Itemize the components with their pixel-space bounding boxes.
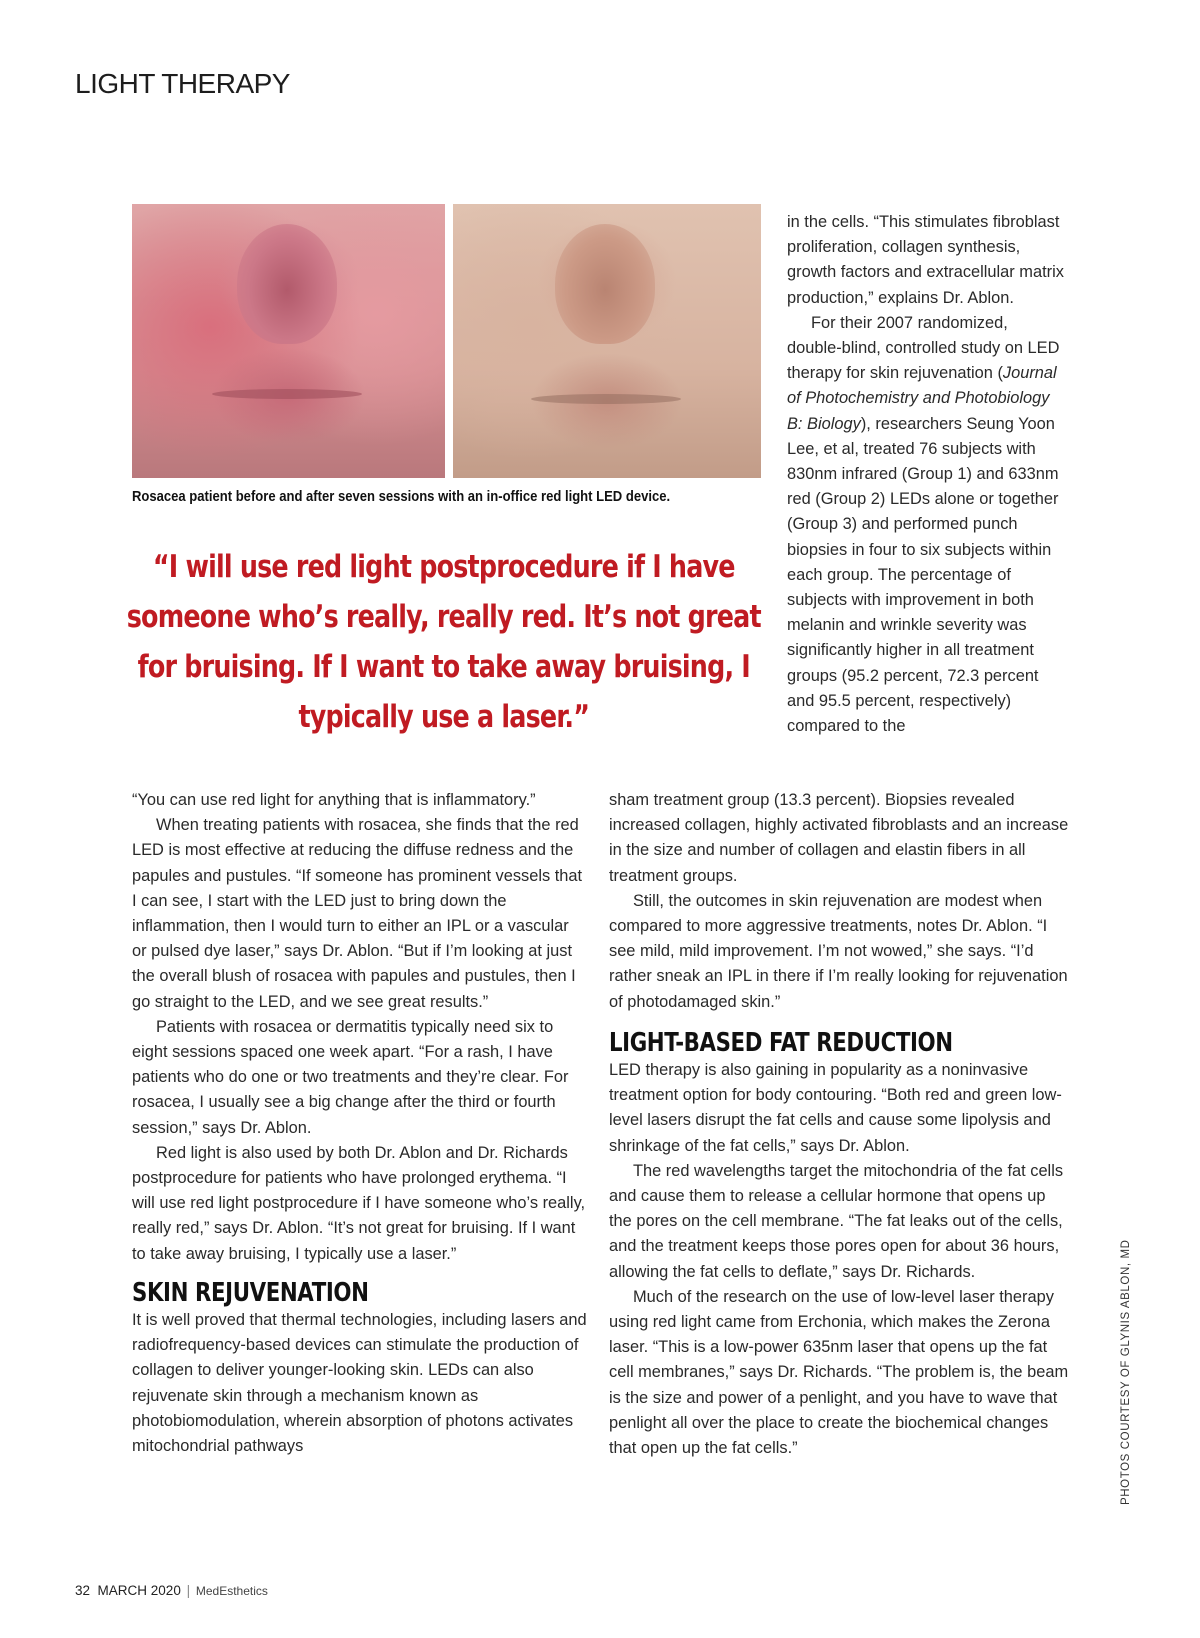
page-number: 32: [75, 1583, 91, 1598]
section-label: LIGHT THERAPY: [75, 68, 290, 99]
paragraph-text: ), researchers Seung Yoon Lee, et al, treated 76 subjects with 830nm infrared (Group 1) and 633nm red (Group 2) LEDs alone or together (Group 3) and performed punch biopsies in four to six subjects within each group. The percentage of subjects with improvement in both melanin and wrinkle severity was significantly higher in all treatment groups (95.2 percent, 72.3 percent and 95.5 percent, respectively) compared to the: [787, 414, 1059, 736]
pull-quote: [124, 542, 764, 742]
paragraph: The red wavelengths target the mitochondria of the fat cells and cause them to release a cellular hormone that opens up the pores on the cell membrane. “The fat leaks out of the cells, and the treatment keeps those pores open for about 36 hours, allowing the fat cells to deflate,” says Dr. Richards.: [609, 1161, 1064, 1281]
mouth-shape: [212, 389, 362, 399]
paragraph: Red light is also used by both Dr. Ablon and Dr. Richards postprocedure for patients who have prolonged erythema. “I will use red light postprocedure if I have someone who’s really, really red,” says Dr. Ablon. “It’s not great for bruising. If I want to take away bruising, I typically use a laser.”: [132, 1143, 586, 1263]
paragraph: sham treatment group (13.3 percent). Biopsies revealed increased collagen, highly activated fibroblasts and an increase in the size and number of collagen and elastin fibers in all treatment groups.: [609, 791, 1069, 885]
section-heading: LIGHT-BASED FAT REDUCTION: [609, 1027, 953, 1058]
column-right: [609, 788, 1069, 1461]
page-footer: [75, 1583, 268, 1598]
footer-separator: |: [186, 1583, 191, 1598]
magazine-name: MedEsthetics: [195, 1584, 268, 1598]
paragraph-text: For their 2007 randomized, double-blind, controlled study on LED therapy for skin rejuvenation (: [787, 313, 1060, 383]
paragraph: Patients with rosacea or dermatitis typically need six to eight sessions spaced one week apart. “For a rash, I have patients who do one or two treatments and they’re clear. For rosacea, I usually see a big change after the third or fourth session,” says Dr. Ablon.: [132, 1017, 569, 1137]
paragraph: LED therapy is also gaining in popularity as a noninvasive treatment option for body contouring. “Both red and green low-level lasers disrupt the fat cells and cause some lipolysis and shrinkage of the fat cells,” says Dr. Ablon.: [609, 1061, 1062, 1155]
paragraph: Still, the outcomes in skin rejuvenation are modest when compared to more aggressive treatments, notes Dr. Ablon. “I see mild, mild improvement. I’m not wowed,” she says. “I’d rather sneak an IPL in there if I’m really looking for rejuvenation of photodamaged skin.”: [609, 891, 1068, 1011]
paragraph: [787, 311, 1067, 739]
photo-credit: PHOTOS COURTESY OF GLYNIS ABLON, MD: [1120, 1239, 1132, 1505]
before-photo: [132, 204, 445, 478]
paragraph: Much of the research on the use of low-level laser therapy using red light came from Erchonia, which makes the Zerona laser. “This is a low-power 635nm laser that opens up the fat cell membranes,” says Dr. Richards. “The problem is, the beam is the size and power of a penlight, and you have to wave that penlight all over the place to create the biochemical changes that open up the fat cells.”: [609, 1287, 1069, 1458]
nose-shape: [555, 224, 655, 344]
paragraph: It is well proved that thermal technologies, including lasers and radiofrequency-based devices can stimulate the production of collagen to deliver younger-looking skin. LEDs can also rejuvenate skin through a mechanism known as photobiomodulation, wherein absorption of photons activates mitochondrial pathways: [132, 1311, 587, 1456]
pull-quote-text: “I will use red light postprocedure if I have someone who’s really, really red. It’s not great for bruising. If I want to take away bruising, I typically use a laser.”: [126, 549, 761, 735]
issue-date: MARCH 2020: [97, 1583, 181, 1598]
journal-title: Journal of Photochemistry and Photobiology B: Biology: [787, 364, 1057, 433]
paragraph: When treating patients with rosacea, she finds that the red LED is most effective at reducing the diffuse redness and the papules and pustules. “If someone has prominent vessels that I can see, I start with the LED just to bring down the inflammation, then I would turn to either an IPL or a vascular or pulsed dye laser,” says Dr. Ablon. “But if I’m looking at just the overall blush of rosacea with papules and pustules, then I go straight to the LED, and we see great results.”: [132, 816, 583, 1011]
paragraph: “You can use red light for anything that is inflammatory.”: [132, 791, 536, 809]
column-top-right: [787, 210, 1067, 739]
after-photo: [453, 204, 761, 478]
paragraph: in the cells. “This stimulates fibroblast proliferation, collagen synthesis, growth factors and extracellular matrix production,” explains Dr. Ablon.: [787, 213, 1064, 307]
nose-shape: [237, 224, 337, 344]
section-heading: SKIN REJUVENATION: [132, 1277, 369, 1308]
column-left: [132, 788, 587, 1459]
photo-caption: Rosacea patient before and after seven sessions with an in-office red light LED device.: [132, 489, 671, 505]
mouth-shape: [531, 394, 681, 404]
